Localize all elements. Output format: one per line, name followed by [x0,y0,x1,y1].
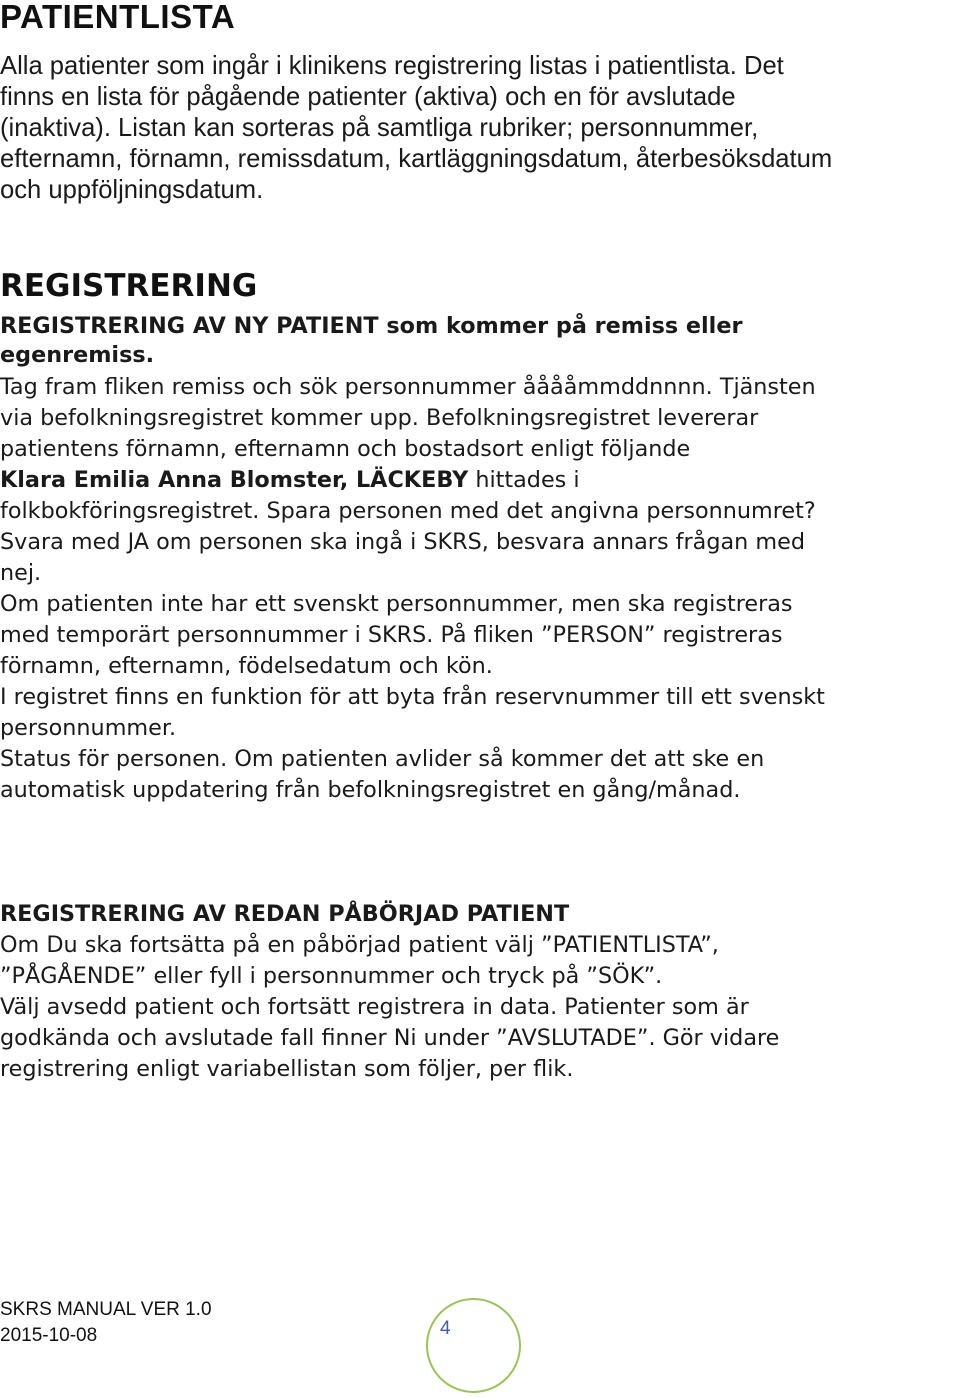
intro-line: efternamn, förnamn, remissdatum, kartläggningsdatum, återbesöksdatum [0,145,833,173]
body-line: Status för personen. Om patienten avlider så kommer det att ske en [0,746,765,772]
body-line: ”PÅGÅENDE” eller fyll i personnummer och tryck på ”SÖK”. [0,963,663,989]
example-name-bold: Klara Emilia Anna Blomster, LÄCKEBY [0,467,469,493]
body-line: godkända och avslutade fall finner Ni under ”AVSLUTADE”. Gör vidare [0,1025,780,1051]
body-line: I registret finns en funktion för att byta från reservnummer till ett svenskt [0,684,825,710]
body-line: Välj avsedd patient och fortsätt registrera in data. Patienter som är [0,994,749,1020]
footer-date: 2015-10-08 [0,1325,98,1346]
subheading-new-patient-cont: egenremiss. [0,342,155,368]
intro-line: (inaktiva). Listan kan sorteras på samtliga rubriker; personnummer, [0,114,759,142]
body-line: via befolkningsregistret kommer upp. Befolkningsregistret levererar [0,405,759,431]
subheading-new-patient: REGISTRERING AV NY PATIENT som kommer på remiss eller [0,313,743,339]
body-line: Svara med JA om personen ska ingå i SKRS, besvara annars frågan med [0,529,805,555]
body-line: förnamn, efternamn, födelsedatum och kön. [0,653,493,679]
page-number-badge [426,1298,521,1393]
intro-line: Alla patienter som ingår i klinikens registrering listas i patientlista. Det [0,52,784,80]
body-line: folkbokföringsregistret. Spara personen med det angivna personnumret? [0,498,816,524]
body-line: nej. [0,560,42,586]
body-line: Tag fram fliken remiss och sök personnummer ååååmmddnnnn. Tjänsten [0,374,816,400]
page-number: 4 [440,1318,451,1339]
intro-line: finns en lista för pågående patienter (aktiva) och en för avslutade [0,83,736,111]
body-line: automatisk uppdatering från befolkningsregistret en gång/månad. [0,777,741,803]
body-line: Om patienten inte har ett svenskt personnummer, men ska registreras [0,591,793,617]
body-line: personnummer. [0,715,177,741]
body-line: patientens förnamn, efternamn och bostadsort enligt följande [0,436,691,462]
example-rest: hittades i [468,467,580,493]
section-heading-pabörjad: REGISTRERING AV REDAN PÅBÖRJAD PATIENT [0,901,570,927]
body-line: registrering enligt variabellistan som följer, per flik. [0,1056,574,1082]
section-heading-registrering: REGISTRERING [0,268,258,304]
body-line: Om Du ska fortsätta på en påbörjad patient välj ”PATIENTLISTA”, [0,932,719,958]
body-line: med temporärt personnummer i SKRS. På fliken ”PERSON” registreras [0,622,783,648]
footer-manual-version: SKRS MANUAL VER 1.0 [0,1299,212,1320]
page-title: PATIENTLISTA [0,0,236,35]
example-line [0,467,580,493]
intro-line: och uppföljningsdatum. [0,176,264,204]
